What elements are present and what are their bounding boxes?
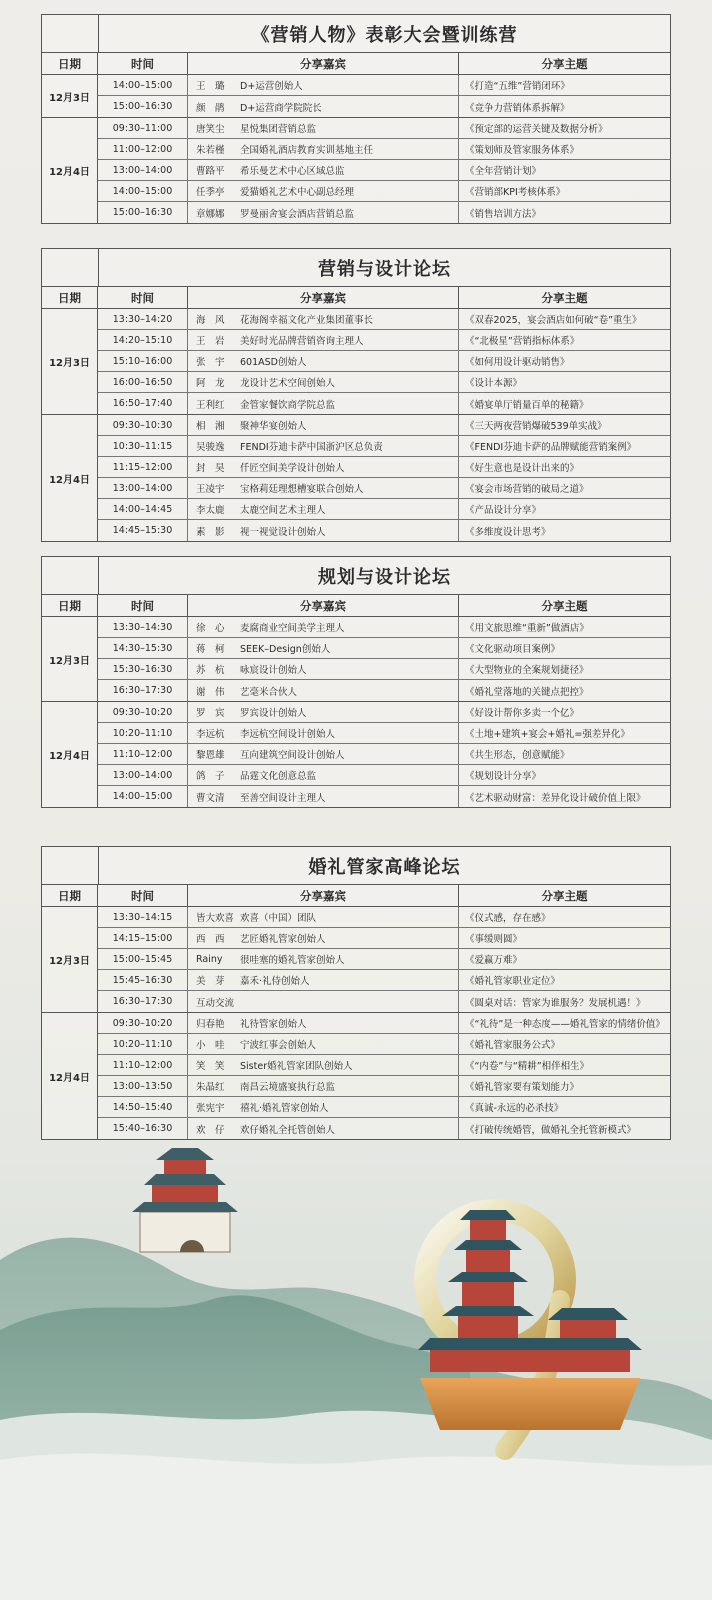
speaker-cell — [188, 478, 459, 498]
header-date: 日期 — [42, 287, 98, 308]
speaker-name: 任季亭 — [196, 187, 225, 198]
session-time: 16:50–17:40 — [98, 393, 188, 414]
table-row — [98, 520, 670, 541]
session-topic: 《预定部的运营关键及数据分析》 — [465, 124, 608, 135]
header-topic: 分享主题 — [541, 56, 588, 71]
day-date: 12月4日 — [42, 702, 98, 807]
speaker-name: 鸽 子 — [196, 771, 225, 782]
session-topic: 《三天两夜营销爆破539单实战》 — [465, 421, 607, 432]
session-time: 15:00–16:30 — [98, 96, 188, 117]
day-date: 12月3日 — [42, 75, 98, 117]
speaker-cell — [188, 1034, 459, 1054]
speaker-role: 龙设计艺术空间创始人 — [240, 378, 336, 389]
speaker-name: 王 璐 — [196, 81, 225, 92]
session-time: 13:00–13:50 — [98, 1076, 188, 1096]
speaker-role: D+运营商学院院长 — [240, 102, 322, 114]
header-guest: 分享嘉宾 — [188, 885, 459, 906]
session-topic: 《婚礼管家服务公式》 — [465, 1040, 561, 1051]
speaker-name: 苏 杭 — [196, 665, 225, 676]
session-topic: 《如何用设计驱动销售》 — [465, 357, 570, 368]
speaker-role: 南昌云境盛宴执行总监 — [240, 1082, 336, 1093]
speaker-name: 张宪宇 — [196, 1103, 225, 1114]
header-time: 时间 — [98, 595, 188, 616]
table-row — [98, 680, 670, 701]
speaker-cell — [188, 991, 459, 1012]
speaker-name: 美 芽 — [196, 976, 225, 987]
session-time: 10:20–11:10 — [98, 1034, 188, 1054]
header-time: 时间 — [98, 53, 188, 74]
session-topic: 《双春2025，宴会酒店如何破“卷”重生》 — [465, 315, 642, 326]
speaker-role: 李远杭空间设计创始人 — [240, 729, 336, 740]
agenda-section — [41, 556, 671, 808]
header-time: 时间 — [98, 287, 188, 308]
header-date: 日期 — [42, 885, 98, 906]
session-topic: 《大型物业的全案规划捷径》 — [465, 665, 589, 676]
session-topic: 《设计本源》 — [465, 378, 523, 389]
speaker-name: 谢 伟 — [196, 686, 225, 698]
speaker-cell — [188, 457, 459, 477]
session-topic: 《产品设计分享》 — [465, 505, 542, 516]
speaker-name: 黎恩雄 — [196, 750, 225, 761]
header-guest: 分享嘉宾 — [188, 595, 459, 616]
header-guest: 分享嘉宾 — [188, 287, 459, 308]
session-topic: 《竞争力营销体系拆解》 — [465, 102, 570, 114]
session-time: 10:20–11:10 — [98, 723, 188, 743]
table-row — [98, 765, 670, 786]
speaker-cell — [188, 96, 459, 117]
table-row — [98, 991, 670, 1012]
table-row — [98, 96, 670, 117]
day-group — [42, 702, 670, 807]
session-topic: 《事缓则圆》 — [465, 934, 523, 945]
session-topic: 《圆桌对话：管家为谁服务？发展机遇！》 — [465, 997, 646, 1009]
day-date: 12月3日 — [42, 907, 98, 1012]
speaker-name: 王利红 — [196, 399, 225, 411]
table-row — [98, 1034, 670, 1055]
speaker-role: 希乐曼艺术中心区域总监 — [240, 166, 345, 177]
speaker-name: 归春艳 — [196, 1019, 225, 1030]
speaker-role: 艺匠婚礼管家创始人 — [240, 934, 326, 945]
speaker-name: 吴骏逸 — [196, 442, 225, 453]
speaker-name: 笑 笑 — [196, 1061, 225, 1072]
table-row — [98, 351, 670, 372]
header-topic: 分享主题 — [541, 290, 588, 305]
session-time: 14:50–15:40 — [98, 1097, 188, 1117]
day-group — [42, 617, 670, 702]
table-row — [98, 723, 670, 744]
session-time: 11:00–12:00 — [98, 139, 188, 159]
speaker-name: 皆大欢喜 — [196, 913, 235, 924]
speaker-name: 徐 心 — [196, 623, 225, 634]
speaker-role: 品霆文化创意总监 — [240, 771, 317, 782]
session-topic: 《土地+建筑+宴会+婚礼=强差异化》 — [465, 729, 630, 740]
speaker-cell — [188, 118, 459, 138]
session-time: 14:00–15:00 — [98, 181, 188, 201]
session-time: 15:00–16:30 — [98, 202, 188, 223]
speaker-name: 唐笑尘 — [196, 124, 225, 135]
session-topic: 《销售培训方法》 — [465, 208, 542, 220]
speaker-role: 花海阁幸福文化产业集团董事长 — [240, 315, 374, 326]
session-topic: 《用文旅思维“重新”做酒店》 — [465, 623, 589, 634]
session-time: 15:10–16:00 — [98, 351, 188, 371]
speaker-cell — [188, 617, 459, 637]
table-row — [98, 744, 670, 765]
speaker-role: 至善空间设计主理人 — [240, 792, 326, 804]
session-time: 09:30–11:00 — [98, 118, 188, 138]
speaker-cell — [188, 499, 459, 519]
speaker-name: 封 昊 — [196, 463, 225, 474]
speaker-name: 小 哇 — [196, 1040, 225, 1051]
session-time: 15:00–15:45 — [98, 949, 188, 969]
day-group — [42, 1013, 670, 1139]
speaker-role: 聚神华宴创始人 — [240, 421, 307, 432]
session-topic: 《营销部KPI考核体系》 — [465, 187, 566, 198]
session-topic: 《爱赢万难》 — [465, 955, 523, 966]
table-row — [98, 907, 670, 928]
speaker-name: 朱若槿 — [196, 145, 225, 156]
session-time: 14:45–15:30 — [98, 520, 188, 541]
speaker-name: 章娜娜 — [196, 208, 225, 220]
session-time: 13:30–14:20 — [98, 309, 188, 329]
table-row — [98, 457, 670, 478]
session-topic: 《共生形态，创意赋能》 — [465, 750, 570, 761]
speaker-name: 李太鹿 — [196, 505, 225, 516]
table-row — [98, 1013, 670, 1034]
session-topic: 《全年营销计划》 — [465, 166, 542, 177]
table-row — [98, 436, 670, 457]
agenda-section — [41, 248, 671, 542]
speaker-cell — [188, 638, 459, 658]
table-row — [98, 75, 670, 96]
speaker-cell — [188, 202, 459, 223]
table-row — [98, 139, 670, 160]
table-row — [98, 160, 670, 181]
speaker-role: FENDI芬迪卡萨中国浙沪区总负责 — [240, 442, 383, 453]
speaker-name: 王凌宇 — [196, 484, 225, 495]
speaker-name: 阿 龙 — [196, 378, 225, 389]
speaker-name: 素 影 — [196, 526, 225, 538]
speaker-cell — [188, 415, 459, 435]
day-date: 12月4日 — [42, 1013, 98, 1139]
session-topic: 《婚礼管家要有策划能力》 — [465, 1082, 580, 1093]
day-date: 12月4日 — [42, 415, 98, 541]
speaker-role: 仟匠空间美学设计创始人 — [240, 463, 345, 474]
session-time: 16:30–17:30 — [98, 991, 188, 1012]
speaker-cell — [188, 1097, 459, 1117]
session-time: 14:30–15:30 — [98, 638, 188, 658]
session-time: 09:30–10:20 — [98, 1013, 188, 1033]
speaker-cell — [188, 181, 459, 201]
session-topic: 《打破传统婚管，做婚礼全托管新模式》 — [465, 1124, 637, 1136]
header-date: 日期 — [42, 53, 98, 74]
speaker-name: 李远杭 — [196, 729, 225, 740]
landscape-illustration — [0, 1130, 712, 1600]
session-time: 14:00–15:00 — [98, 75, 188, 95]
table-row — [98, 1076, 670, 1097]
speaker-role: 爱猫婚礼艺术中心副总经理 — [240, 187, 355, 198]
speaker-role: 全国婚礼酒店教育实训基地主任 — [240, 145, 374, 156]
session-topic: 《FENDI芬迪卡萨的品牌赋能营销案例》 — [465, 442, 637, 453]
table-row — [98, 949, 670, 970]
speaker-role: D+运营创始人 — [240, 81, 303, 92]
session-time: 14:00–15:00 — [98, 786, 188, 807]
table-row — [98, 181, 670, 202]
speaker-cell — [188, 393, 459, 414]
speaker-role: 欢仔婚礼全托管创始人 — [240, 1124, 336, 1136]
speaker-name: 朱晶红 — [196, 1082, 225, 1093]
session-time: 16:30–17:30 — [98, 680, 188, 701]
session-topic: 《婚宴单厅销量百单的秘籍》 — [465, 399, 589, 411]
speaker-cell — [188, 907, 459, 927]
speaker-cell — [188, 160, 459, 180]
day-date: 12月3日 — [42, 617, 98, 701]
table-row — [98, 638, 670, 659]
session-time: 13:00–14:00 — [98, 160, 188, 180]
session-topic: 《好生意也是设计出来的》 — [465, 463, 580, 474]
speaker-name: Rainy — [196, 953, 223, 965]
session-time: 11:10–12:00 — [98, 1055, 188, 1075]
session-time: 14:15–15:00 — [98, 928, 188, 948]
session-time: 09:30–10:30 — [98, 415, 188, 435]
speaker-role: SEEK–Design创始人 — [240, 644, 331, 655]
speaker-role: 金管家餐饮商学院总监 — [240, 399, 336, 411]
speaker-role: 美好时光品牌营销咨询主理人 — [240, 336, 364, 347]
day-date: 12月3日 — [42, 309, 98, 414]
session-time: 16:00–16:50 — [98, 372, 188, 392]
table-row — [98, 786, 670, 807]
speaker-role: 互向建筑空间设计创始人 — [240, 750, 345, 761]
speaker-cell — [188, 659, 459, 679]
session-time: 13:00–14:00 — [98, 478, 188, 498]
table-row — [98, 970, 670, 991]
speaker-name: 相 湘 — [196, 421, 225, 432]
session-topic: 《打造“五维”营销闭环》 — [465, 81, 570, 92]
session-topic: 《多维度设计思考》 — [465, 526, 551, 538]
session-time: 10:30–11:15 — [98, 436, 188, 456]
speaker-cell — [188, 309, 459, 329]
speaker-cell — [188, 520, 459, 541]
table-row — [98, 499, 670, 520]
speaker-role: 星悦集团营销总监 — [240, 124, 317, 135]
session-topic: 《规划设计分享》 — [465, 771, 542, 782]
table-row — [98, 928, 670, 949]
table-row — [98, 415, 670, 436]
speaker-cell — [188, 1076, 459, 1096]
speaker-name: 曹路平 — [196, 166, 225, 177]
header-time: 时间 — [98, 885, 188, 906]
day-group — [42, 309, 670, 415]
table-row — [98, 118, 670, 139]
table-header — [42, 595, 670, 617]
session-topic: 《艺术驱动财富：差异化设计破价值上限》 — [465, 792, 646, 804]
speaker-role: 咏宸设计创始人 — [240, 665, 307, 676]
speaker-cell — [188, 330, 459, 350]
session-topic: 《宴会市场营销的破局之道》 — [465, 484, 589, 495]
table-row — [98, 393, 670, 414]
speaker-cell — [188, 723, 459, 743]
speaker-cell — [188, 1055, 459, 1075]
session-time: 13:00–14:00 — [98, 765, 188, 785]
speaker-role: 601ASD创始人 — [240, 357, 307, 368]
speaker-name: 海 风 — [196, 315, 225, 326]
speaker-role: 欢喜（中国）团队 — [240, 913, 317, 924]
session-time: 11:10–12:00 — [98, 744, 188, 764]
session-topic: 《婚礼堂落地的关键点把控》 — [465, 686, 589, 698]
speaker-name: 西 西 — [196, 934, 225, 945]
speaker-name: 王 岩 — [196, 336, 225, 347]
session-topic: 《文化驱动项目案例》 — [465, 644, 561, 655]
speaker-cell — [188, 436, 459, 456]
speaker-cell — [188, 75, 459, 95]
speaker-cell — [188, 139, 459, 159]
table-row — [98, 1097, 670, 1118]
session-topic: 《仪式感，存在感》 — [465, 913, 551, 924]
session-topic: 《策划师及管家服务体系》 — [465, 145, 580, 156]
day-group — [42, 415, 670, 541]
table-row — [98, 202, 670, 223]
speaker-name: 曹文清 — [196, 792, 225, 804]
table-row — [98, 617, 670, 638]
agenda-section — [41, 846, 671, 1140]
speaker-cell — [188, 928, 459, 948]
session-time: 11:15–12:00 — [98, 457, 188, 477]
speaker-role: 宝格莉廷理想槽宴联合创始人 — [240, 484, 364, 495]
speaker-role: 禧礼·婚礼管家创始人 — [240, 1103, 329, 1114]
table-row — [98, 702, 670, 723]
speaker-role: 艺毫米合伙人 — [240, 686, 298, 698]
header-topic: 分享主题 — [541, 888, 588, 903]
speaker-cell — [188, 970, 459, 990]
speaker-name: 欢 仔 — [196, 1124, 225, 1136]
session-time: 15:30–16:30 — [98, 659, 188, 679]
speaker-cell — [188, 351, 459, 371]
table-header — [42, 885, 670, 907]
table-row — [98, 478, 670, 499]
session-topic: 《真诚-永远的必杀技》 — [465, 1103, 564, 1114]
speaker-name: 颜 鹃 — [196, 102, 225, 114]
session-topic: 《婚礼管家职业定位》 — [465, 976, 561, 987]
day-group — [42, 118, 670, 223]
table-header — [42, 287, 670, 309]
table-row — [98, 659, 670, 680]
session-time: 15:40–16:30 — [98, 1118, 188, 1139]
section-title: 《营销人物》表彰大会暨训练营 — [251, 24, 518, 46]
speaker-cell — [188, 949, 459, 969]
session-time: 09:30–10:20 — [98, 702, 188, 722]
day-date: 12月4日 — [42, 118, 98, 223]
speaker-name: 罗 宾 — [196, 708, 225, 719]
speaker-role: 嘉禾·礼侍创始人 — [240, 976, 310, 987]
section-title: 营销与设计论坛 — [318, 258, 451, 280]
speaker-name: 张 宇 — [196, 357, 225, 368]
section-title: 婚礼管家高峰论坛 — [308, 856, 461, 878]
speaker-cell — [188, 702, 459, 722]
session-time: 13:30–14:30 — [98, 617, 188, 637]
speaker-cell — [188, 680, 459, 701]
session-time: 15:45–16:30 — [98, 970, 188, 990]
header-date: 日期 — [42, 595, 98, 616]
speaker-name: 蒋 柯 — [196, 644, 225, 655]
table-row — [98, 330, 670, 351]
session-time: 14:20–15:10 — [98, 330, 188, 350]
speaker-role: 视一视觉设计创始人 — [240, 526, 326, 538]
speaker-role: Sister婚礼管家团队创始人 — [240, 1061, 353, 1072]
speaker-cell — [188, 744, 459, 764]
header-guest: 分享嘉宾 — [188, 53, 459, 74]
speaker-role: 麦腐商业空间美学主理人 — [240, 623, 345, 634]
agenda-section — [41, 14, 671, 224]
speaker-cell — [188, 372, 459, 392]
section-title: 规划与设计论坛 — [318, 566, 451, 588]
session-topic: 《好设计帮你多卖一个亿》 — [465, 708, 580, 719]
session-topic: 《“礼待”是一种态度——婚礼管家的情绪价值》 — [465, 1019, 665, 1030]
speaker-role: 礼待管家创始人 — [240, 1019, 307, 1030]
speaker-role: 很哇塞的婚礼管家创始人 — [240, 955, 345, 966]
speaker-role: 太鹿空间艺术主理人 — [240, 505, 326, 516]
day-group — [42, 907, 670, 1013]
header-topic: 分享主题 — [541, 598, 588, 613]
table-row — [98, 309, 670, 330]
session-topic: 《“北极星”营销指标体系》 — [465, 336, 580, 347]
session-topic: 《“内卷”与“精耕”相伴相生》 — [465, 1061, 590, 1072]
session-time: 14:00–14:45 — [98, 499, 188, 519]
speaker-role: 宁波红事会创始人 — [240, 1040, 317, 1051]
speaker-cell — [188, 1013, 459, 1033]
table-header — [42, 53, 670, 75]
speaker-role: 罗曼丽舍宴会酒店营销总监 — [240, 208, 355, 220]
day-group — [42, 75, 670, 118]
table-row — [98, 372, 670, 393]
speaker-cell — [188, 786, 459, 807]
table-row — [98, 1055, 670, 1076]
speaker-cell — [188, 765, 459, 785]
speaker-role: 罗宾设计创始人 — [240, 708, 307, 719]
speaker-name: 互动交流 — [196, 997, 235, 1009]
session-time: 13:30–14:15 — [98, 907, 188, 927]
